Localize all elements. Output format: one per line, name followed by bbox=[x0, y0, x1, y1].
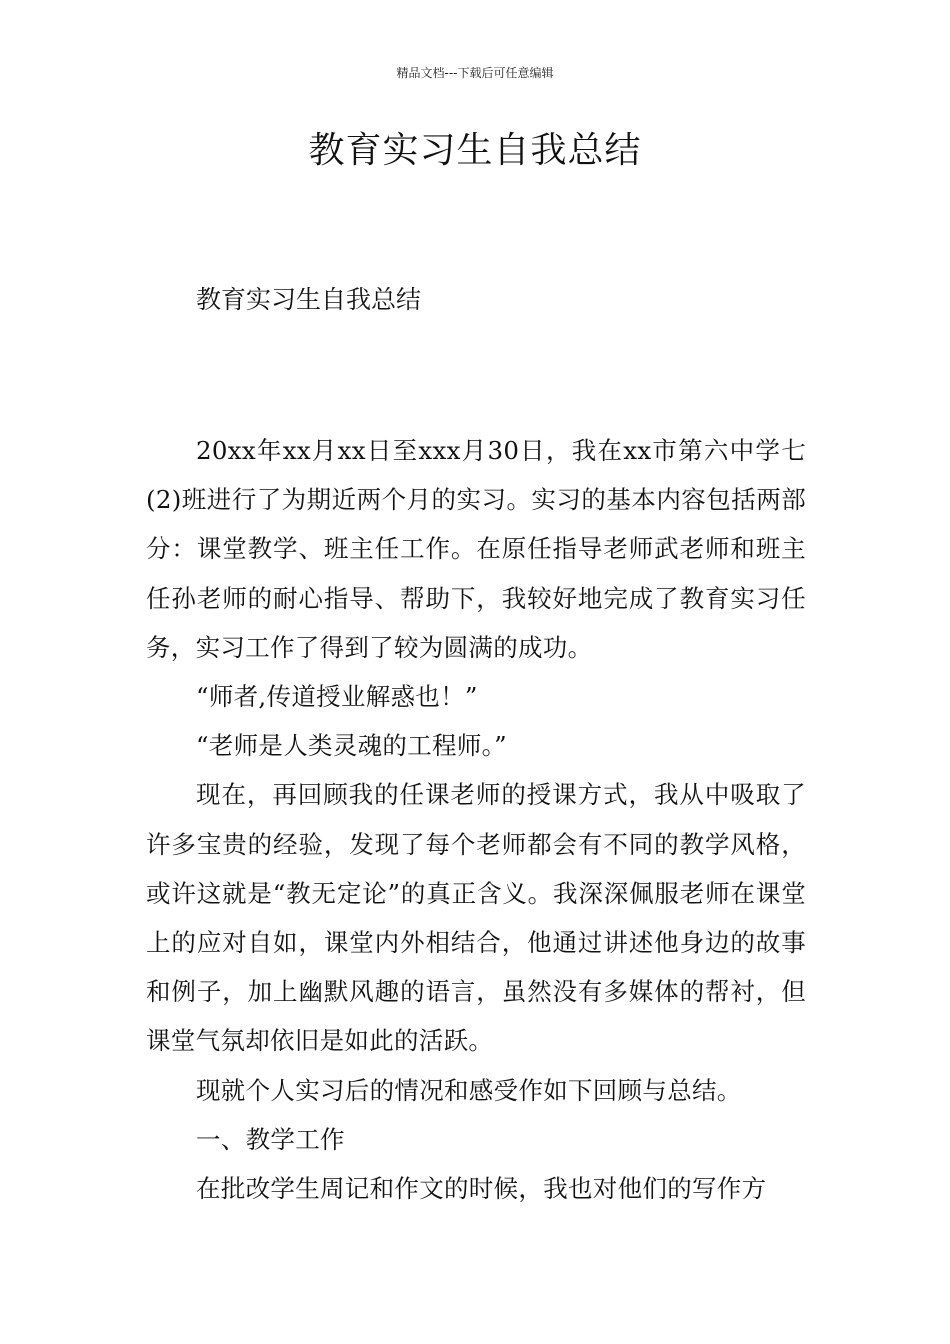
paragraph-intro: 20xx年xx月xx日至xxx月30日，我在xx市第六中学七(2)班进行了为期近两个月的实习。实习的基本内容包括两部分：课堂教学、班主任工作。在原任指导老师武老师和班主任孙老师的耐心指导、帮助下，我较好地完成了教育实习任务，实习工作了得到了较为圆满的成功。 bbox=[146, 436, 806, 662]
page-header-note: 精品文档---下载后可任意编辑 bbox=[396, 66, 554, 80]
paragraph-reflection: 现在，再回顾我的任课老师的授课方式，我从中吸取了许多宝贵的经验，发现了每个老师都会有不同的教学风格，或许这就是“教无定论”的真正含义。我深深佩服老师在课堂上的应对自如，课堂内外相结合，他通过讲述他身边的故事和例子，加上幽默风趣的语言，虽然没有多媒体的帮衬，但课堂气氛却依旧是如此的活跃。 bbox=[146, 780, 806, 1056]
section-heading-teaching: 一、教学工作 bbox=[196, 1124, 345, 1154]
quote-engineer: “老师是人类灵魂的工程师。” bbox=[196, 731, 507, 761]
document-body bbox=[146, 426, 806, 1213]
quote-teacher: “师者,传道授业解惑也！” bbox=[196, 682, 478, 712]
document-subtitle: 教育实习生自我总结 bbox=[196, 285, 422, 314]
document-title: 教育实习生自我总结 bbox=[308, 130, 642, 171]
paragraph-teaching: 在批改学生周记和作文的时候，我也对他们的写作方 bbox=[196, 1174, 767, 1204]
paragraph-summary-intro: 现就个人实习后的情况和感受作如下回顾与总结。 bbox=[196, 1075, 742, 1105]
